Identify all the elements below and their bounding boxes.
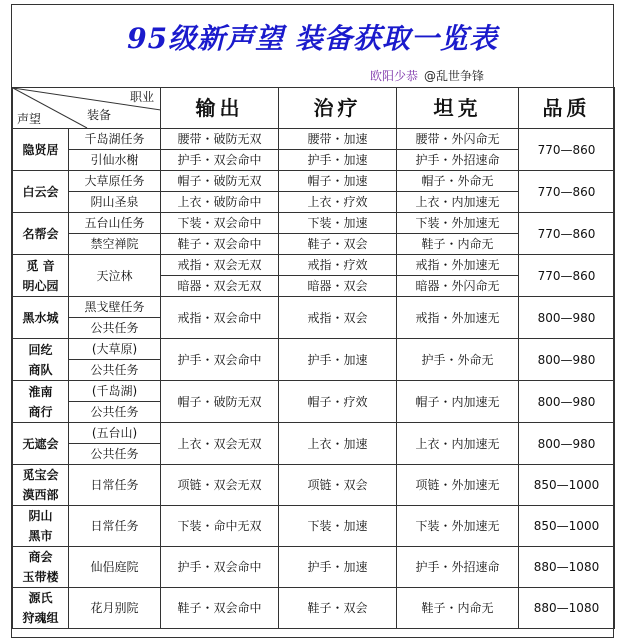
quality-range-cell: 800—980 [519, 423, 615, 465]
table-row [13, 381, 615, 402]
author-handle: @乱世争锋 [424, 69, 485, 83]
heal-cell: 下装・加速 [279, 213, 397, 234]
reputation-cell: 无遮会 [13, 423, 69, 465]
header-row [13, 88, 615, 129]
tank-cell: 戒指・外加速无 [397, 297, 519, 339]
dps-cell: 戒指・双会命中 [161, 297, 279, 339]
equipment-table [12, 87, 615, 629]
table-row [13, 255, 615, 276]
heal-cell: 护手・加速 [279, 150, 397, 171]
heal-cell: 鞋子・双会 [279, 588, 397, 629]
page-title: 95级新声望 装备获取一览表 [127, 22, 498, 55]
heal-cell: 上衣・疗效 [279, 192, 397, 213]
author-name[interactable]: 欧阳少恭 [370, 69, 419, 83]
dps-cell: 护手・双会命中 [161, 150, 279, 171]
equipment-sheet [11, 4, 614, 638]
dps-cell: 护手・双会命中 [161, 547, 279, 588]
reputation-cell: 觅 音 明心园 [13, 255, 69, 297]
source-cell: (千岛湖) [69, 381, 161, 402]
table-row [13, 297, 615, 318]
heal-cell: 戒指・疗效 [279, 255, 397, 276]
dps-cell: 鞋子・双会命中 [161, 234, 279, 255]
tank-cell: 护手・外命无 [397, 339, 519, 381]
heal-cell: 护手・加速 [279, 339, 397, 381]
heal-cell: 戒指・双会 [279, 297, 397, 339]
header-tank: 坦克 [397, 88, 519, 129]
header-healer: 治疗 [279, 88, 397, 129]
heal-cell: 项链・双会 [279, 465, 397, 506]
table-row [13, 213, 615, 234]
tank-cell: 上衣・内加速无 [397, 423, 519, 465]
tank-cell: 项链・外加速无 [397, 465, 519, 506]
quality-range-cell: 770—860 [519, 129, 615, 171]
table-row [13, 339, 615, 360]
dps-cell: 下装・双会命中 [161, 213, 279, 234]
title-area [12, 5, 613, 87]
heal-cell: 暗器・双会 [279, 276, 397, 297]
source-cell: 大草原任务 [69, 171, 161, 192]
source-cell: 天泣林 [69, 255, 161, 297]
source-cell: 黑戈壁任务 [69, 297, 161, 318]
tank-cell: 暗器・外闪命无 [397, 276, 519, 297]
source-cell: 花月别院 [69, 588, 161, 629]
tank-cell: 下装・外加速无 [397, 506, 519, 547]
tank-cell: 鞋子・内命无 [397, 588, 519, 629]
reputation-cell: 觅宝会 漠西部 [13, 465, 69, 506]
table-row [13, 129, 615, 150]
quality-range-cell: 770—860 [519, 171, 615, 213]
table-row [13, 171, 615, 192]
header-quality: 品质 [519, 88, 615, 129]
source-cell: 五台山任务 [69, 213, 161, 234]
source-cell: 千岛湖任务 [69, 129, 161, 150]
corner-label-equipment: 装备 [87, 108, 112, 122]
reputation-cell: 回纥 商队 [13, 339, 69, 381]
tank-cell: 护手・外招速命 [397, 150, 519, 171]
source-cell: 公共任务 [69, 402, 161, 423]
dps-cell: 暗器・双会无双 [161, 276, 279, 297]
corner-label-career: 职业 [129, 90, 154, 104]
tank-cell: 上衣・内加速无 [397, 192, 519, 213]
reputation-cell: 商会 玉带楼 [13, 547, 69, 588]
reputation-cell: 隐贤居 [13, 129, 69, 171]
reputation-cell: 名帮会 [13, 213, 69, 255]
source-cell: (五台山) [69, 423, 161, 444]
quality-range-cell: 770—860 [519, 255, 615, 297]
quality-range-cell: 800—980 [519, 339, 615, 381]
reputation-cell: 黑水城 [13, 297, 69, 339]
heal-cell: 帽子・疗效 [279, 381, 397, 423]
dps-cell: 项链・双会无双 [161, 465, 279, 506]
dps-cell: 鞋子・双会命中 [161, 588, 279, 629]
dps-cell: 下装・命中无双 [161, 506, 279, 547]
source-cell: 阴山圣泉 [69, 192, 161, 213]
header-dps: 输出 [161, 88, 279, 129]
dps-cell: 护手・双会命中 [161, 339, 279, 381]
dps-cell: 帽子・破防无双 [161, 381, 279, 423]
tank-cell: 腰带・外闪命无 [397, 129, 519, 150]
dps-cell: 帽子・破防无双 [161, 171, 279, 192]
author-line [370, 67, 484, 84]
source-cell: 日常任务 [69, 506, 161, 547]
source-cell: 日常任务 [69, 465, 161, 506]
table-row [13, 423, 615, 444]
tank-cell: 鞋子・内命无 [397, 234, 519, 255]
source-cell: 引仙水榭 [69, 150, 161, 171]
heal-cell: 下装・加速 [279, 506, 397, 547]
heal-cell: 腰带・加速 [279, 129, 397, 150]
heal-cell: 帽子・加速 [279, 171, 397, 192]
quality-range-cell: 850—1000 [519, 506, 615, 547]
source-cell: 仙侣庭院 [69, 547, 161, 588]
quality-range-cell: 880—1080 [519, 588, 615, 629]
dps-cell: 上衣・破防命中 [161, 192, 279, 213]
dps-cell: 戒指・双会无双 [161, 255, 279, 276]
reputation-cell: 白云会 [13, 171, 69, 213]
tank-cell: 帽子・外命无 [397, 171, 519, 192]
tank-cell: 帽子・内加速无 [397, 381, 519, 423]
source-cell: 公共任务 [69, 444, 161, 465]
quality-range-cell: 800—980 [519, 297, 615, 339]
heal-cell: 鞋子・双会 [279, 234, 397, 255]
source-cell: 公共任务 [69, 360, 161, 381]
tank-cell: 下装・外加速无 [397, 213, 519, 234]
quality-range-cell: 800—980 [519, 381, 615, 423]
source-cell: 公共任务 [69, 318, 161, 339]
corner-label-reputation: 声望 [17, 112, 42, 126]
quality-range-cell: 850—1000 [519, 465, 615, 506]
reputation-cell: 源氏 狩魂组 [13, 588, 69, 629]
heal-cell: 护手・加速 [279, 547, 397, 588]
source-cell: 禁空禅院 [69, 234, 161, 255]
quality-range-cell: 880—1080 [519, 547, 615, 588]
dps-cell: 腰带・破防无双 [161, 129, 279, 150]
reputation-cell: 淮南 商行 [13, 381, 69, 423]
tank-cell: 护手・外招速命 [397, 547, 519, 588]
quality-range-cell: 770—860 [519, 213, 615, 255]
corner-header-cell [13, 88, 161, 129]
source-cell: (大草原) [69, 339, 161, 360]
dps-cell: 上衣・双会无双 [161, 423, 279, 465]
heal-cell: 上衣・加速 [279, 423, 397, 465]
reputation-cell: 阴山 黑市 [13, 506, 69, 547]
tank-cell: 戒指・外加速无 [397, 255, 519, 276]
